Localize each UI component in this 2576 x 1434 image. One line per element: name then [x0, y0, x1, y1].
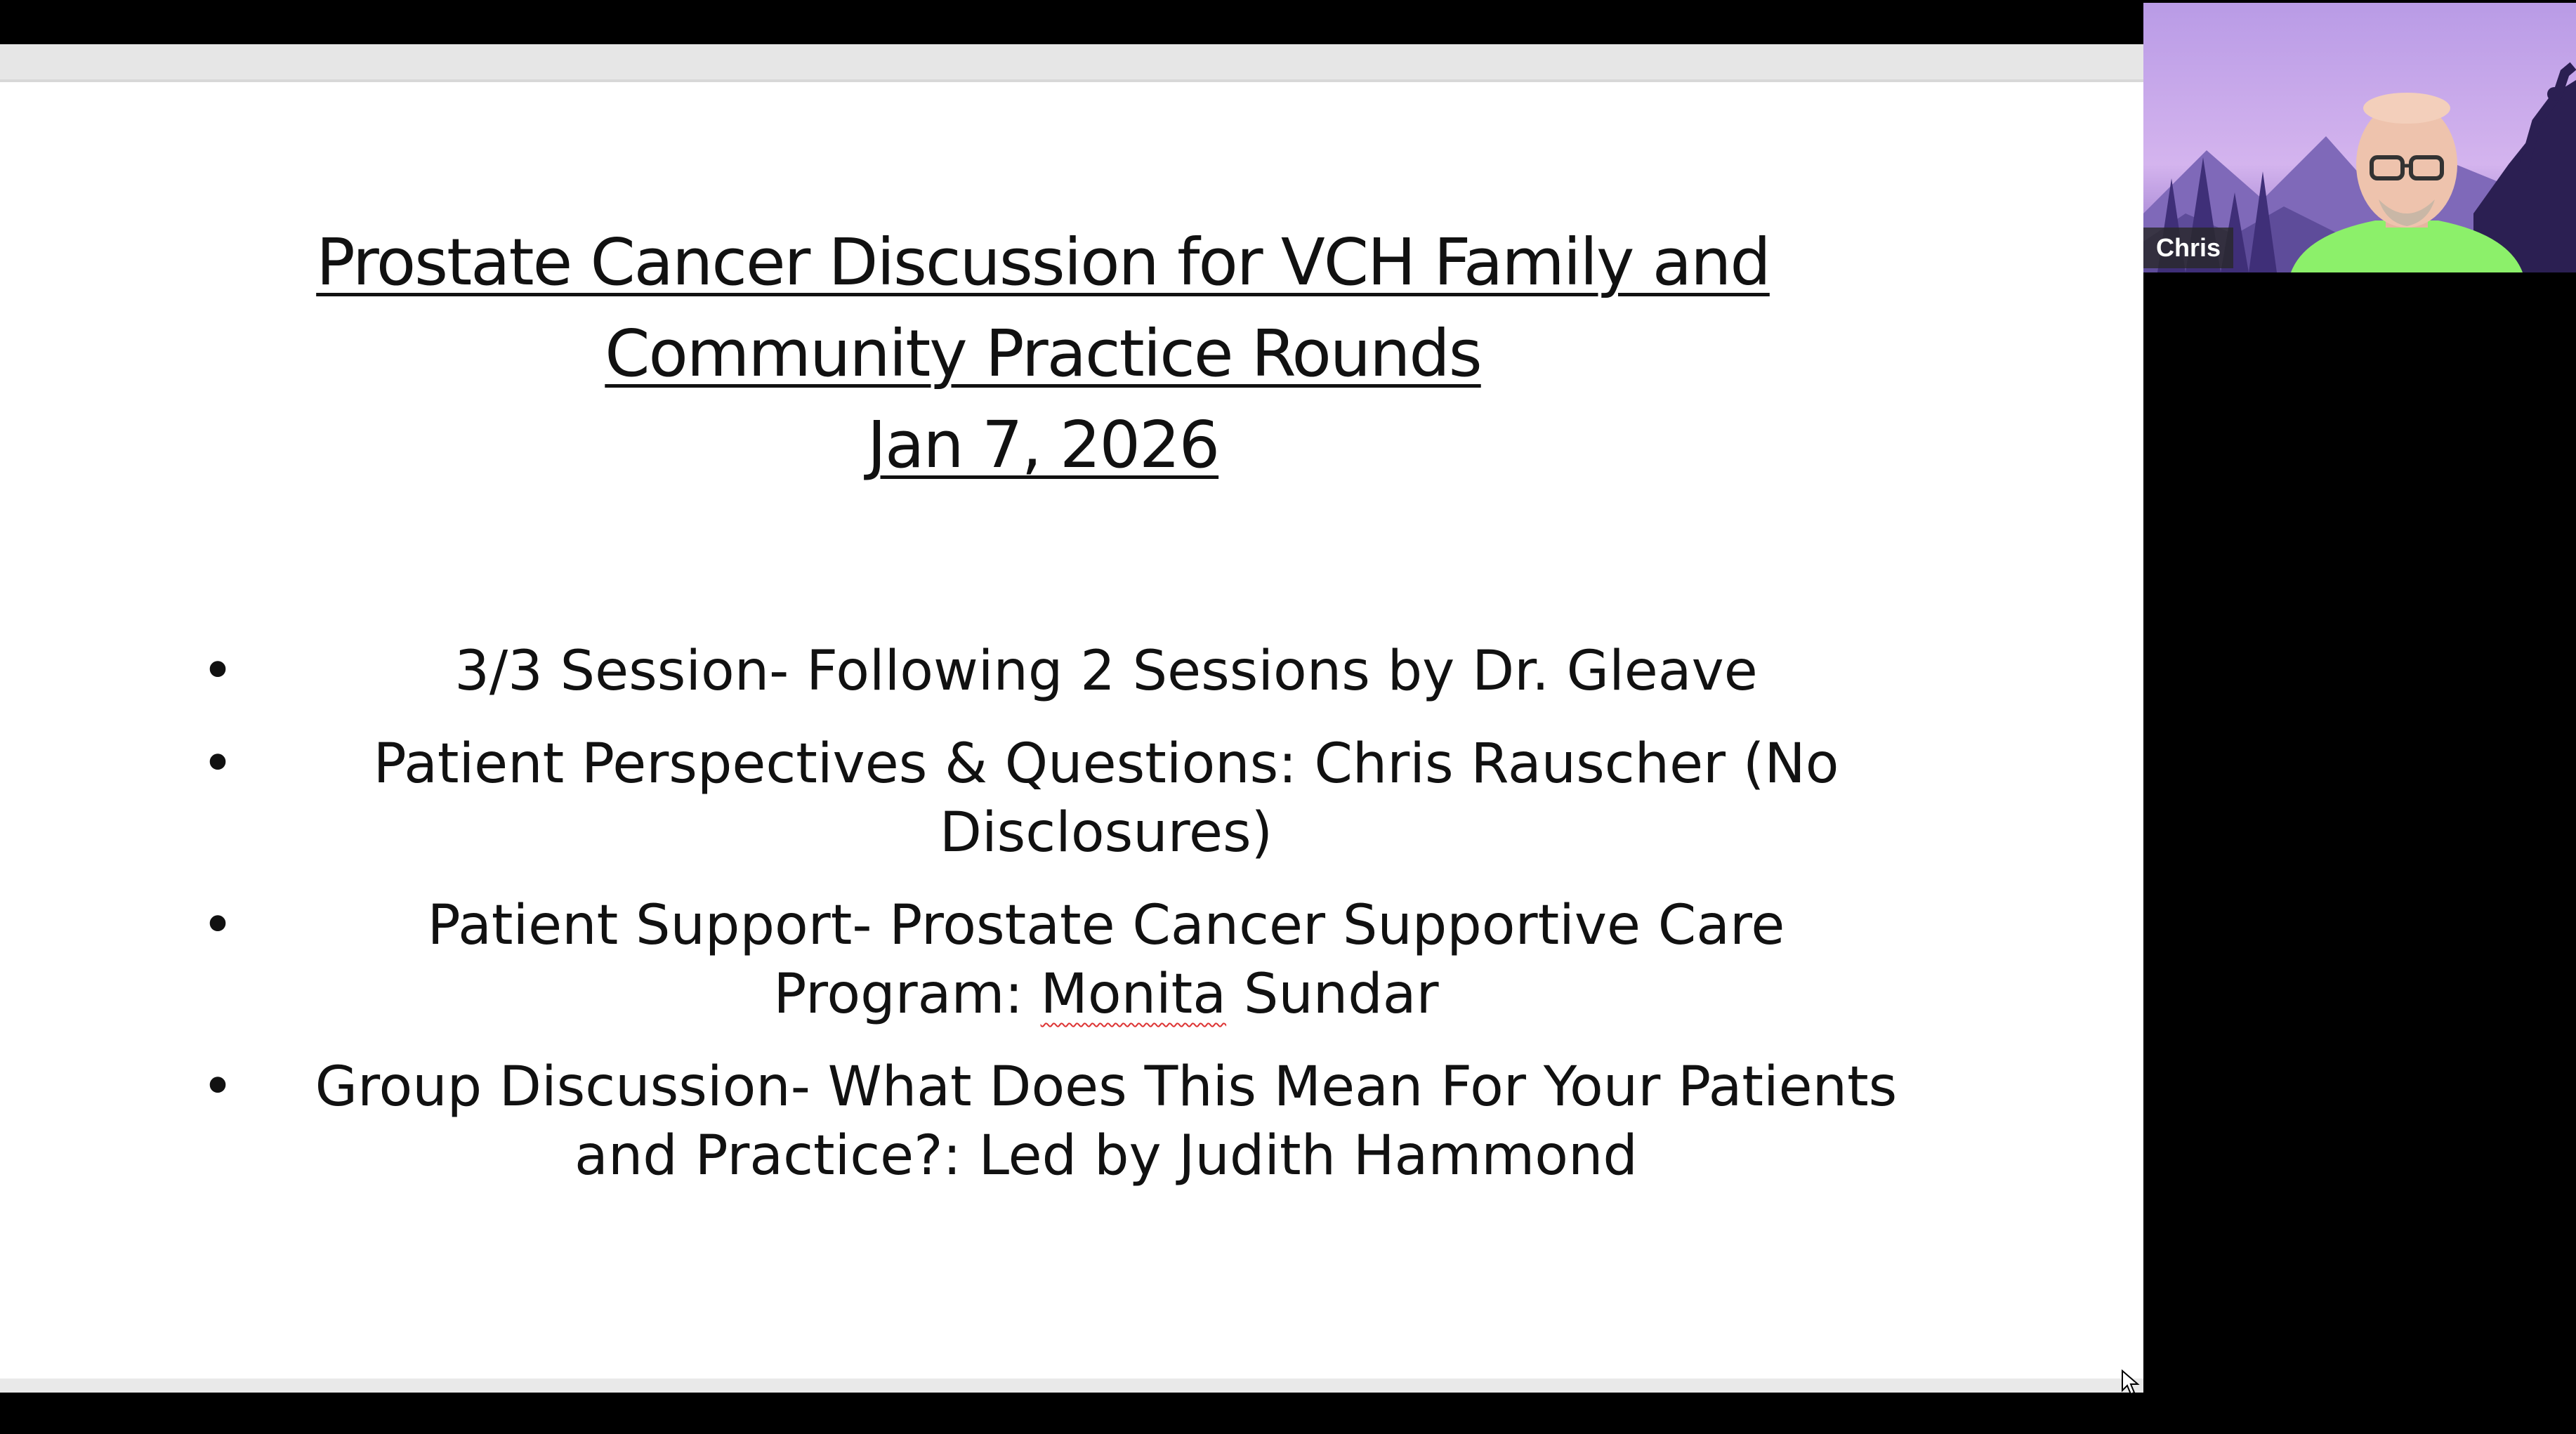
slide-title	[70, 217, 2016, 491]
slide-toolbar-strip	[0, 44, 2143, 82]
agenda-item-group-discussion	[204, 1053, 1973, 1190]
agenda-item-line-1: Patient Perspectives & Questions: Chris Rauscher (No	[373, 732, 1839, 796]
pointer-cursor-icon	[2121, 1369, 2142, 1397]
agenda-item-patient-perspectives	[204, 730, 1973, 867]
agenda-list	[204, 637, 1973, 1214]
title-date: Jan 7, 2026	[867, 407, 1219, 482]
bullet-icon: •	[202, 640, 235, 703]
agenda-item-text	[204, 1053, 1973, 1190]
agenda-item-line-1: Group Discussion- What Does This Mean For Your Patients	[315, 1055, 1898, 1119]
bullet-icon: •	[202, 732, 235, 796]
agenda-item-text	[204, 891, 1973, 1029]
presentation-slide	[0, 82, 2143, 1379]
agenda-item-line-1: Patient Support- Prostate Cancer Supportive Care	[427, 894, 1785, 957]
agenda-item-text	[204, 730, 1973, 867]
title-line-1: Prostate Cancer Discussion for VCH Family and	[316, 225, 1770, 300]
agenda-item-text: 3/3 Session- Following 2 Sessions by Dr. Gleave	[454, 640, 1758, 703]
bullet-icon: •	[202, 894, 235, 957]
participant-name-tag: Chris	[2143, 228, 2233, 268]
window-bottom-bar	[0, 1393, 2143, 1434]
agenda-item-line-2: and Practice?: Led by Judith Hammond	[574, 1124, 1638, 1188]
bullet-icon: •	[202, 1055, 235, 1119]
agenda-item-line-2-suffix: Sundar	[1226, 963, 1439, 1026]
spellcheck-flagged-word: Monita	[1040, 963, 1227, 1026]
title-line-2: Community Practice Rounds	[605, 316, 1481, 391]
agenda-item-session	[204, 637, 1973, 706]
agenda-item-patient-support	[204, 891, 1973, 1029]
agenda-item-line-2: Disclosures)	[939, 801, 1273, 864]
agenda-item-line-2-prefix: Program:	[773, 963, 1041, 1026]
screen-share-area	[0, 44, 2143, 1393]
